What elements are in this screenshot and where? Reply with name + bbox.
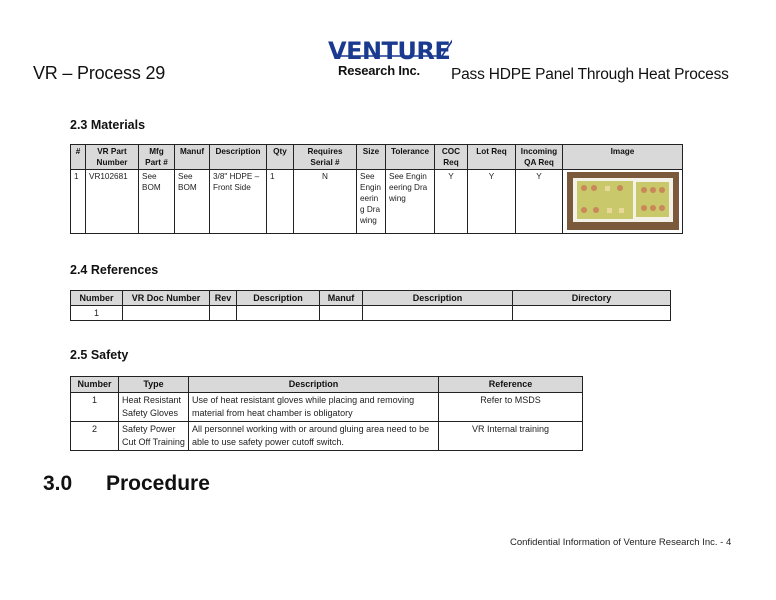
cell-serial: N xyxy=(294,170,357,234)
cell-qa: Y xyxy=(516,170,563,234)
cell-coc: Y xyxy=(435,170,468,234)
col-header: Number xyxy=(71,291,123,306)
col-header: Image xyxy=(563,145,683,170)
cell-manuf: See BOM xyxy=(175,170,210,234)
col-header: VR Doc Number xyxy=(123,291,210,306)
col-header: Size xyxy=(357,145,386,170)
safety-heading: 2.5 Safety xyxy=(70,348,129,362)
col-header: Requires Serial # xyxy=(294,145,357,170)
document-subtitle: Pass HDPE Panel Through Heat Process xyxy=(451,66,729,83)
safety-header-row xyxy=(71,377,583,393)
materials-header-row xyxy=(71,145,683,170)
col-header: Qty xyxy=(267,145,294,170)
references-table xyxy=(70,290,671,321)
col-header: Tolerance xyxy=(386,145,435,170)
cell-type: Safety Power Cut Off Training xyxy=(119,422,189,451)
cell-type: Heat Resistant Safety Gloves xyxy=(119,393,189,422)
venture-research-logo xyxy=(326,36,451,84)
table-row xyxy=(71,306,671,321)
col-header: Reference xyxy=(439,377,583,393)
cell-description: 3/8" HDPE – Front Side xyxy=(210,170,267,234)
col-header: Manuf xyxy=(320,291,363,306)
col-header: Directory xyxy=(513,291,671,306)
materials-table xyxy=(70,144,683,234)
cell-doc xyxy=(123,306,210,321)
cell-size: See Engineering Drawing xyxy=(357,170,386,234)
cell-reference: VR Internal training xyxy=(439,422,583,451)
cell-directory xyxy=(513,306,671,321)
col-header: Mfg Part # xyxy=(139,145,175,170)
document-title: VR – Process 29 xyxy=(33,63,166,83)
cell-description xyxy=(237,306,320,321)
references-header-row xyxy=(71,291,671,306)
cell-number: 1 xyxy=(71,393,119,422)
cell-lot: Y xyxy=(468,170,516,234)
materials-heading: 2.3 Materials xyxy=(70,118,146,132)
col-header: Description xyxy=(237,291,320,306)
logo-venture-text: VENTURE xyxy=(328,37,451,65)
col-header: VR Part Number xyxy=(86,145,139,170)
procedure-heading xyxy=(43,472,210,496)
col-header: Description xyxy=(363,291,513,306)
col-header: Description xyxy=(210,145,267,170)
col-header: Rev xyxy=(210,291,237,306)
safety-table xyxy=(70,376,583,451)
cell-number: 2 xyxy=(71,422,119,451)
procedure-number: 3.0 xyxy=(43,472,73,495)
cell-number: 1 xyxy=(71,306,123,321)
footer-confidential: Confidential Information of Venture Research Inc. - 4 xyxy=(510,537,732,548)
col-header: Lot Req xyxy=(468,145,516,170)
cell-description2 xyxy=(363,306,513,321)
col-header: Type xyxy=(119,377,189,393)
references-heading: 2.4 References xyxy=(70,263,159,277)
cell-manuf xyxy=(320,306,363,321)
cell-vr-part: VR102681 xyxy=(86,170,139,234)
cell-mfg-part: See BOM xyxy=(139,170,175,234)
cell-rev xyxy=(210,306,237,321)
col-header: COC Req xyxy=(435,145,468,170)
cell-num: 1 xyxy=(71,170,86,234)
col-header: Manuf xyxy=(175,145,210,170)
table-row xyxy=(71,422,583,451)
cell-tolerance: See Engineering Drawing xyxy=(386,170,435,234)
table-row xyxy=(71,170,683,234)
col-header: Description xyxy=(189,377,439,393)
col-header: Incoming QA Req xyxy=(516,145,563,170)
cell-qty: 1 xyxy=(267,170,294,234)
col-header: # xyxy=(71,145,86,170)
hdpe-panel-photo xyxy=(567,172,679,230)
table-row xyxy=(71,393,583,422)
logo-research-text: Research Inc. xyxy=(338,63,420,78)
cell-reference: Refer to MSDS xyxy=(439,393,583,422)
cell-description: All personnel working with or around gluing area need to be able to use safety power cutoff switch. xyxy=(189,422,439,451)
cell-description: Use of heat resistant gloves while placing and removing material from heat chamber is obligatory xyxy=(189,393,439,422)
cell-image xyxy=(563,170,683,234)
col-header: Number xyxy=(71,377,119,393)
procedure-title: Procedure xyxy=(106,472,210,495)
